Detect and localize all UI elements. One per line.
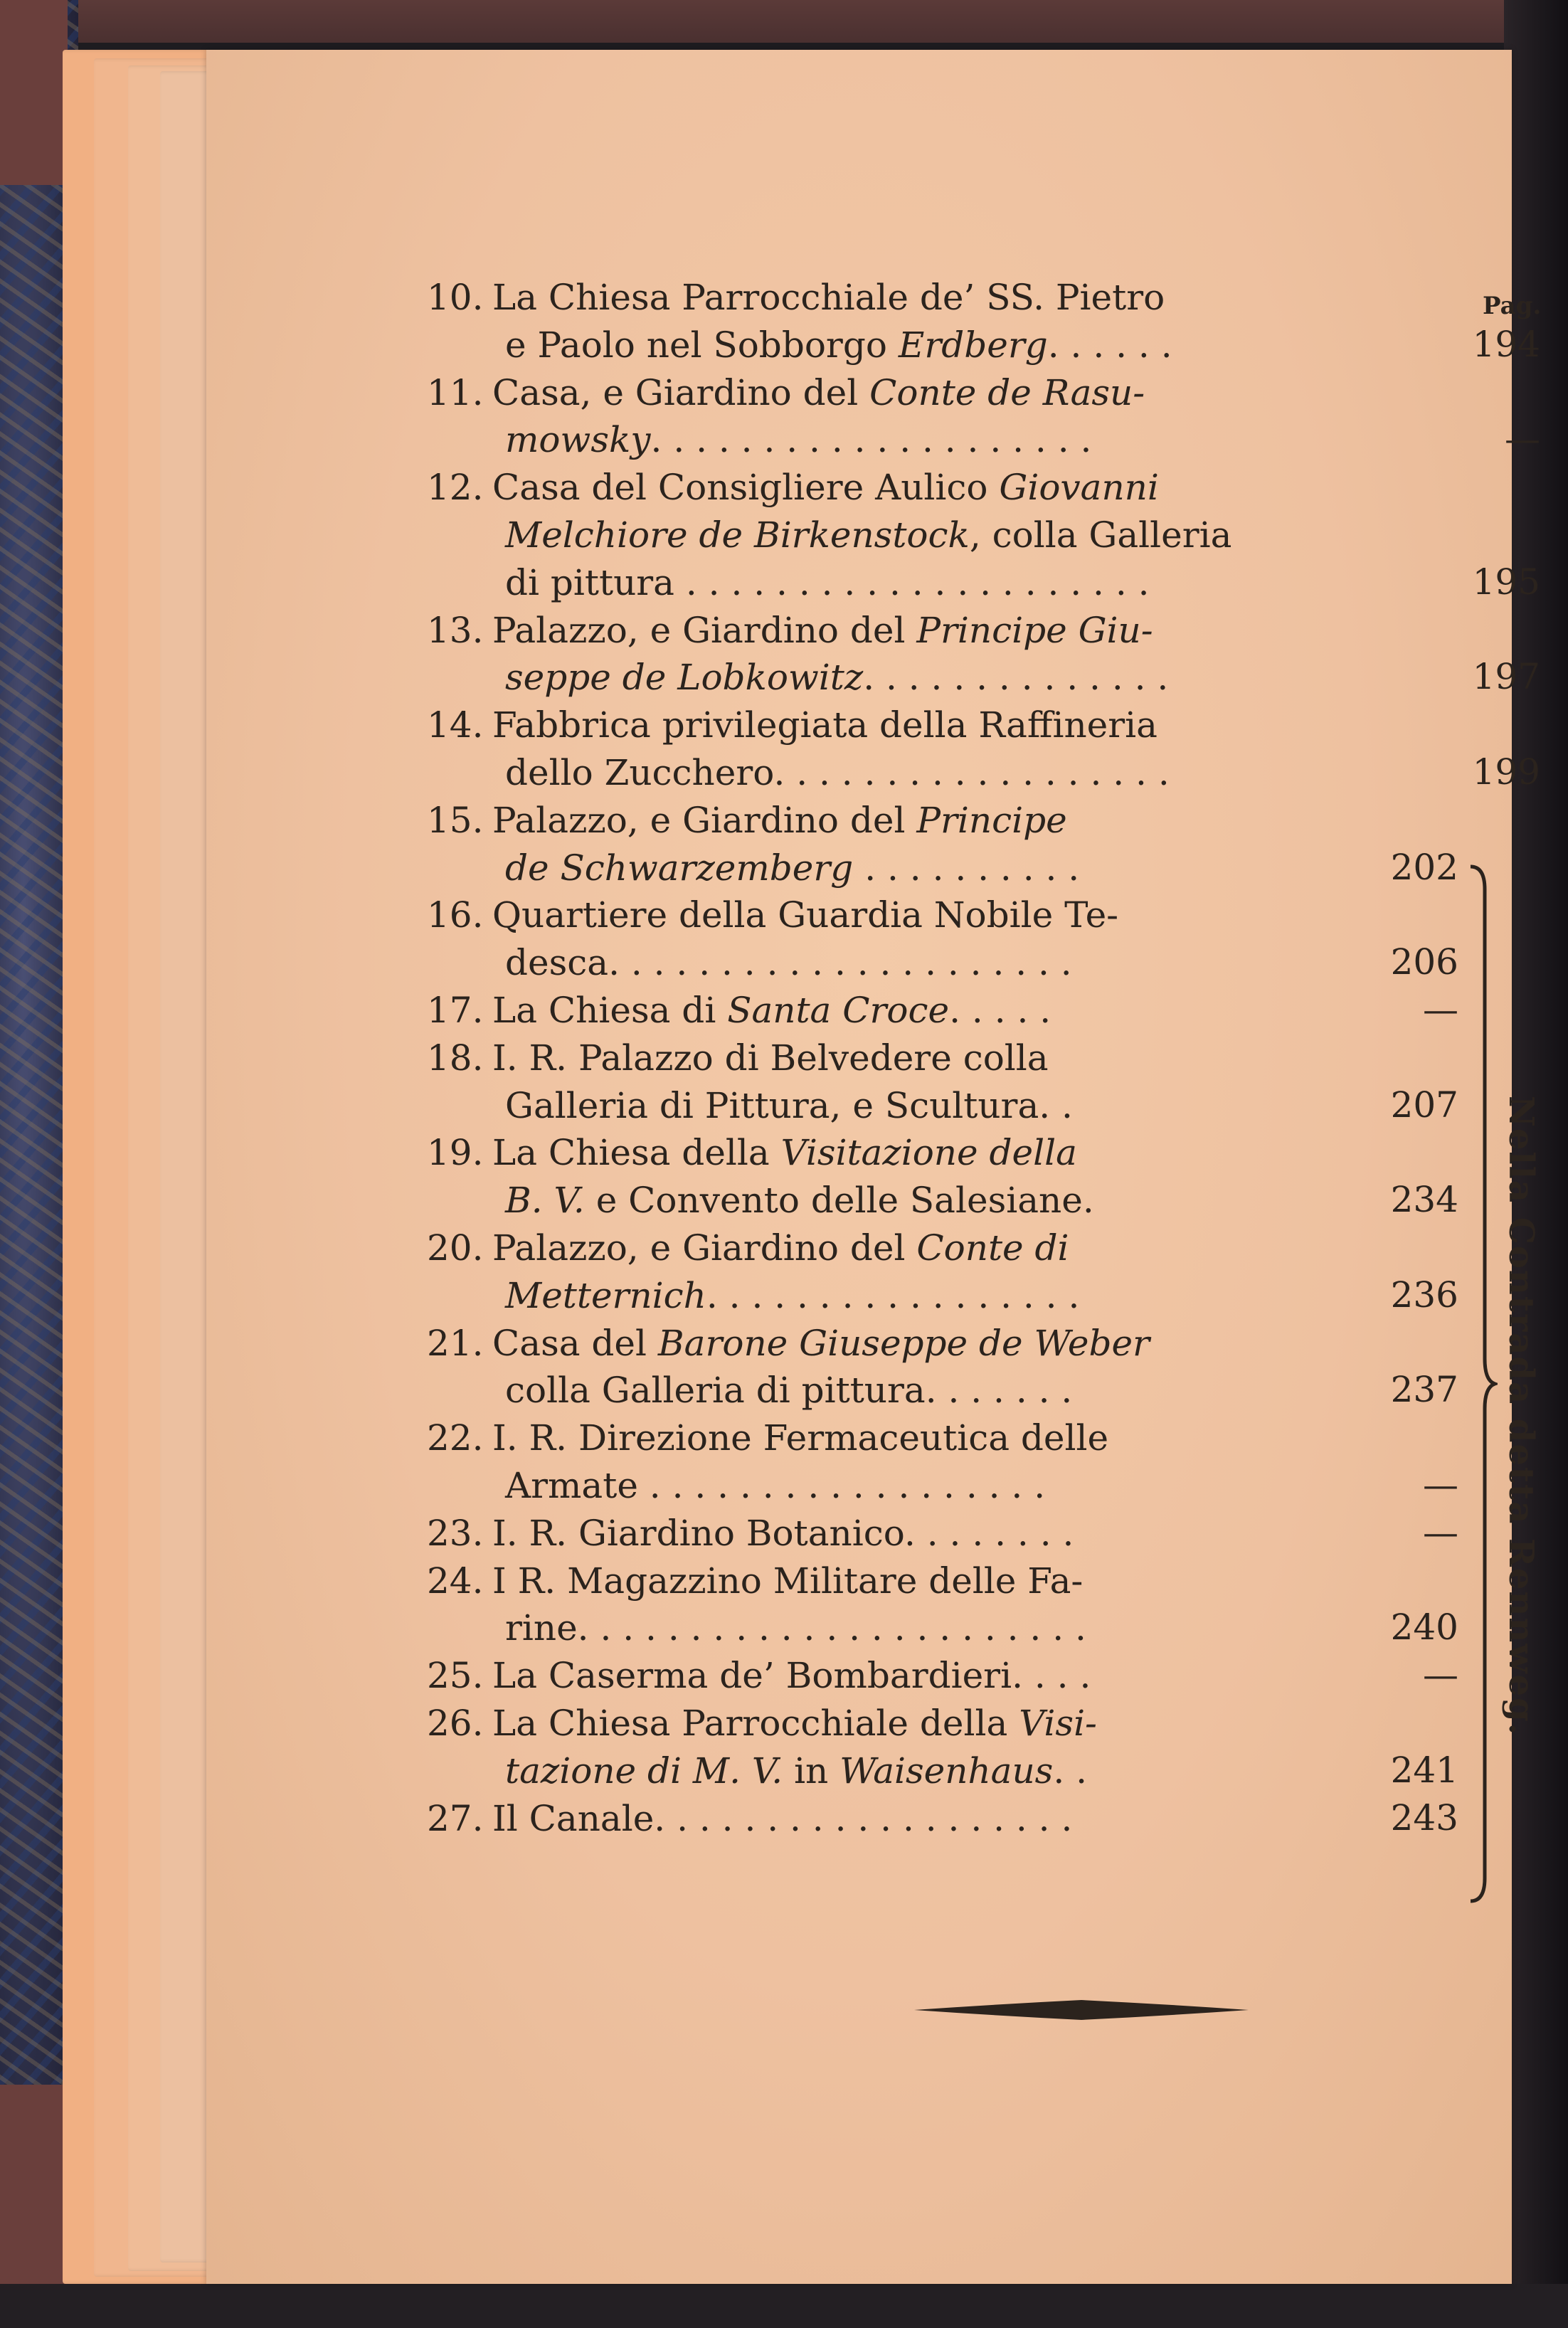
entry-text-segment: Casa del bbox=[492, 1322, 658, 1364]
entry-text bbox=[505, 1179, 1094, 1222]
entry-text bbox=[492, 1322, 1150, 1365]
entry-text bbox=[492, 1512, 1074, 1555]
entry-text-segment: Visitazione della bbox=[780, 1132, 1077, 1174]
entry-text-segment: . . . . . . . . . . . . . . . . . . . . bbox=[650, 419, 1092, 461]
entry-text-segment: Palazzo, e Giardino del bbox=[492, 799, 917, 841]
entry-text bbox=[505, 514, 1231, 556]
entry-text-segment: I R. Magazzino Militare delle Fa- bbox=[492, 1560, 1084, 1602]
entry-text-segment: Il Canale. . . . . . . . . . . . . . . . . . . bbox=[492, 1797, 1073, 1839]
entry-text bbox=[492, 609, 1153, 652]
entry-text-segment: . . . . . . . . . . . . . . . . . bbox=[706, 1274, 1080, 1316]
entry-page-number: 243 bbox=[1390, 1797, 1458, 1838]
entry-number: 11. bbox=[427, 371, 484, 413]
entry-text bbox=[505, 1274, 1079, 1317]
entry-text-segment: . . . . . . bbox=[1047, 324, 1172, 366]
entry-page-number: 236 bbox=[1390, 1274, 1458, 1316]
entry-text-segment: de Schwarzemberg bbox=[505, 847, 854, 889]
entry-page-number: 207 bbox=[1390, 1084, 1458, 1126]
entry-page-number: 194 bbox=[1472, 323, 1540, 365]
entry-text bbox=[505, 1369, 1072, 1412]
entry-text bbox=[492, 704, 1158, 746]
entry-text-segment: di pittura . . . . . . . . . . . . . . . . . . . . . bbox=[505, 561, 1150, 603]
entry-text bbox=[492, 1797, 1072, 1840]
entry-text bbox=[492, 1227, 1069, 1269]
book-cover-bottom bbox=[0, 2284, 1568, 2328]
entry-number: 22. bbox=[427, 1417, 484, 1459]
entry-page-number: — bbox=[1505, 418, 1540, 460]
entry-text-segment: . . bbox=[1053, 1750, 1088, 1792]
entry-text bbox=[492, 1131, 1077, 1174]
entry-text-segment: e Convento delle Salesiane. bbox=[584, 1180, 1094, 1222]
entry-text-segment: Casa del Consigliere Aulico bbox=[492, 467, 1000, 509]
entry-text-segment: rine. . . . . . . . . . . . . . . . . . . . . . . bbox=[505, 1607, 1086, 1649]
entry-text-segment: I. R. Palazzo di Belvedere colla bbox=[492, 1037, 1049, 1079]
entry-text-segment: Santa Croce bbox=[727, 990, 950, 1031]
entry-text-segment: Casa, e Giardino del bbox=[492, 371, 870, 413]
entry-number: 23. bbox=[427, 1512, 484, 1554]
entry-page-number: 237 bbox=[1390, 1369, 1458, 1411]
entry-number: 27. bbox=[427, 1797, 484, 1839]
entry-page-number: 240 bbox=[1390, 1607, 1458, 1649]
book-page bbox=[206, 50, 1542, 2284]
brace-bracket bbox=[1469, 861, 1498, 1907]
entry-text-segment: Quartiere della Guardia Nobile Te- bbox=[492, 894, 1119, 936]
entry-text-segment: . . . . . . . . . . . . . . bbox=[863, 657, 1169, 699]
entry-text bbox=[492, 1702, 1097, 1745]
entry-text-segment: Erdberg bbox=[898, 324, 1048, 366]
entry-text-segment: , colla Galleria bbox=[969, 514, 1232, 556]
entry-text-segment: I. R. Direzione Fermaceutica delle bbox=[492, 1417, 1109, 1459]
entry-page-number: 202 bbox=[1390, 846, 1458, 888]
entry-text-segment: Conte di bbox=[916, 1227, 1069, 1269]
entry-number: 15. bbox=[427, 799, 484, 841]
entry-page-number: — bbox=[1423, 1464, 1458, 1506]
entry-text-segment: mowsky bbox=[505, 419, 651, 461]
entry-text-segment: La Chiesa della bbox=[492, 1132, 781, 1174]
entry-text-segment: in bbox=[783, 1750, 840, 1792]
entry-text bbox=[492, 989, 1051, 1032]
entry-number: 10. bbox=[427, 277, 484, 318]
entry-text-segment: La Caserma de’ Bombardieri. . . . bbox=[492, 1655, 1091, 1697]
entry-number: 24. bbox=[427, 1560, 484, 1602]
entry-text-segment: Visi- bbox=[1019, 1703, 1097, 1744]
entry-text-segment: Palazzo, e Giardino del bbox=[492, 1227, 917, 1269]
entry-number: 14. bbox=[427, 704, 484, 746]
entry-text bbox=[492, 1560, 1083, 1602]
entry-number: 17. bbox=[427, 990, 484, 1031]
entry-text bbox=[505, 324, 1172, 366]
entry-number: 19. bbox=[427, 1132, 484, 1174]
entry-number: 18. bbox=[427, 1037, 484, 1079]
entry-text-segment: e Paolo nel Sobborgo bbox=[505, 324, 899, 366]
side-note: Nella Contrada detta Rennweg. bbox=[1501, 1096, 1541, 1737]
entry-page-number: 199 bbox=[1472, 751, 1540, 793]
entry-text-segment: Palazzo, e Giardino del bbox=[492, 609, 917, 651]
entry-text-segment: . . . . . . . . . . bbox=[853, 847, 1080, 889]
entry-text bbox=[505, 1607, 1086, 1649]
entry-text-segment: Melchiore de Birkenstock bbox=[505, 514, 970, 556]
entry-number: 12. bbox=[427, 467, 484, 509]
entry-page-number: — bbox=[1423, 1511, 1458, 1553]
entry-text-segment: Metternich bbox=[505, 1274, 706, 1316]
entry-text bbox=[505, 941, 1072, 984]
entry-text-segment: La Chiesa Parrocchiale della bbox=[492, 1703, 1019, 1744]
tailpiece-ornament bbox=[911, 1996, 1252, 2024]
entry-text-segment: desca. . . . . . . . . . . . . . . . . . . . . bbox=[505, 942, 1072, 984]
entry-page-number: — bbox=[1423, 989, 1458, 1030]
entry-text-segment: Barone Giuseppe de Weber bbox=[657, 1322, 1150, 1364]
entry-text bbox=[505, 656, 1168, 699]
entry-text bbox=[505, 1750, 1087, 1792]
entry-text-segment: Principe bbox=[916, 799, 1067, 841]
entry-text bbox=[492, 894, 1118, 936]
entry-page-number: 206 bbox=[1390, 941, 1458, 983]
entry-text bbox=[492, 371, 1145, 414]
entry-text-segment: Armate . . . . . . . . . . . . . . . . . . bbox=[505, 1465, 1046, 1506]
entry-text bbox=[492, 799, 1067, 842]
entry-text bbox=[492, 1417, 1108, 1459]
entry-text-segment: colla Galleria di pittura. . . . . . . bbox=[505, 1370, 1073, 1412]
entry-text bbox=[492, 466, 1159, 509]
entry-number: 13. bbox=[427, 609, 484, 651]
entry-text bbox=[505, 561, 1150, 604]
entry-page-number: 241 bbox=[1390, 1749, 1458, 1791]
entry-number: 26. bbox=[427, 1703, 484, 1744]
entry-text-segment: Giovanni bbox=[999, 467, 1159, 509]
entry-text-segment: dello Zucchero. . . . . . . . . . . . . . . . . . bbox=[505, 752, 1170, 793]
entry-text-segment: La Chiesa di bbox=[492, 990, 728, 1031]
entry-number: 16. bbox=[427, 894, 484, 936]
entry-text bbox=[505, 1084, 1073, 1127]
entry-text-segment: Conte de Rasu- bbox=[869, 371, 1145, 413]
entry-number: 20. bbox=[427, 1227, 484, 1269]
entry-number: 21. bbox=[427, 1322, 484, 1364]
entry-text-segment: La Chiesa Parrocchiale de’ SS. Pietro bbox=[492, 277, 1165, 318]
entry-text-segment: I. R. Giardino Botanico. . . . . . . . bbox=[492, 1512, 1074, 1554]
entry-text-segment: seppe de Lobkowitz bbox=[505, 657, 864, 699]
entry-text bbox=[505, 751, 1170, 794]
entry-text-segment: Galleria di Pittura, e Scultura. . bbox=[505, 1084, 1073, 1126]
entry-page-number: 195 bbox=[1472, 561, 1540, 603]
entry-number: 25. bbox=[427, 1655, 484, 1697]
entry-text bbox=[492, 276, 1165, 319]
entry-text-segment: . . . . . bbox=[949, 990, 1051, 1031]
entry-page-number: 197 bbox=[1472, 656, 1540, 698]
entry-text bbox=[505, 418, 1091, 461]
entry-text bbox=[505, 1464, 1045, 1507]
cover-corner-top bbox=[0, 0, 68, 185]
book-cover-top bbox=[0, 0, 1568, 43]
entry-text bbox=[492, 1654, 1091, 1697]
entry-text bbox=[505, 847, 1079, 889]
entry-text-segment: Waisenhaus bbox=[839, 1750, 1054, 1792]
entry-text-segment: tazione di M. V. bbox=[505, 1750, 783, 1792]
entry-page-number: 234 bbox=[1390, 1179, 1458, 1221]
entry-text-segment: Principe Giu- bbox=[916, 609, 1153, 651]
entry-text-segment: B. V. bbox=[505, 1180, 585, 1222]
entry-text-segment: Fabbrica privilegiata della Raffineria bbox=[492, 704, 1158, 746]
page-column-label: Pag. bbox=[1483, 292, 1542, 320]
entry-page-number: — bbox=[1423, 1654, 1458, 1696]
entry-text bbox=[492, 1037, 1049, 1079]
